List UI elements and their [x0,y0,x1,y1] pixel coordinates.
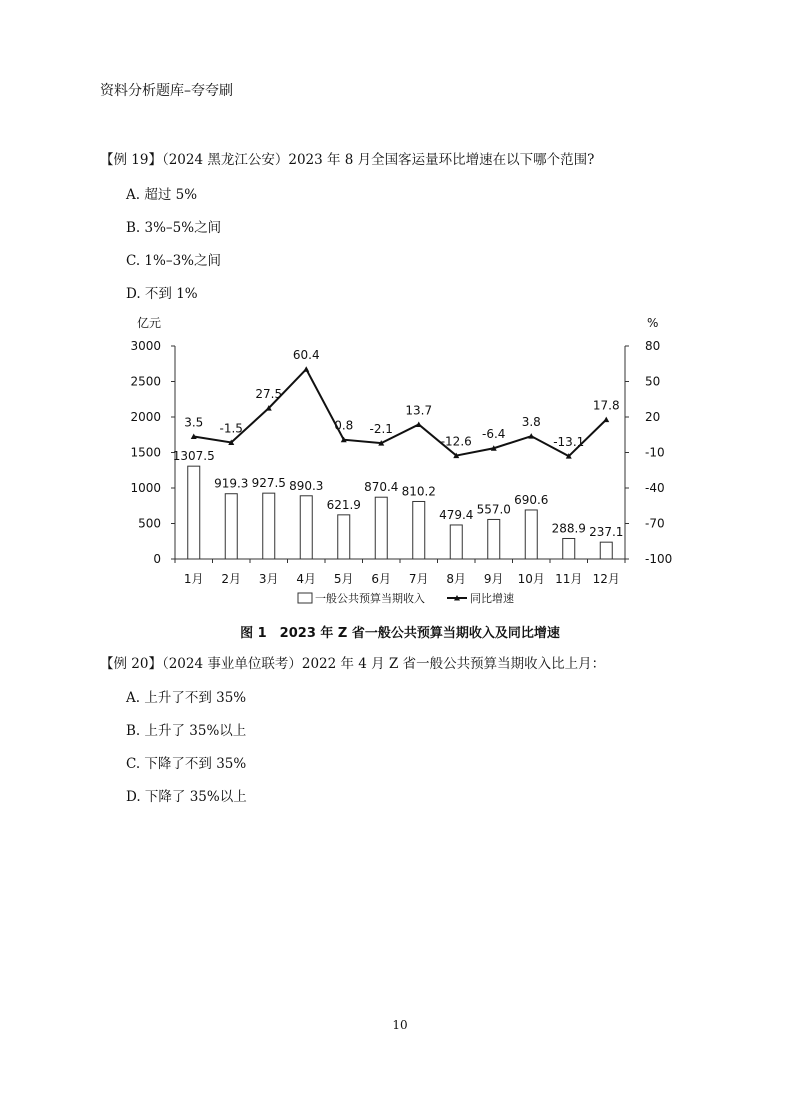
line-data-label: -1.5 [219,421,243,436]
line-data-label: 0.8 [334,418,354,433]
bar-data-label: 690.6 [514,492,549,507]
line-data-label: 3.5 [184,415,204,430]
bar-data-label: 919.3 [214,476,249,491]
q20-option-b[interactable]: B. 上升了 35%以上 [126,723,247,739]
line-data-label: -6.4 [482,427,506,442]
line-data-label: 17.8 [592,398,620,413]
bar [300,496,312,559]
bar [188,466,200,559]
q19-option-c[interactable]: C. 1%–3%之间 [126,253,222,269]
right-tick-label: -10 [645,445,665,460]
legend-line-label: 同比增速 [470,592,514,605]
bar [338,515,350,559]
bar-data-label: 557.0 [476,502,511,517]
bar-data-label: 479.4 [439,507,474,522]
x-tick-label: 10月 [517,572,545,586]
left-tick-label: 2500 [130,374,161,389]
page-number: 10 [392,1018,408,1032]
x-tick-label: 2月 [221,572,242,586]
q20-option-d[interactable]: D. 下降了 35%以上 [126,789,247,805]
line-data-label: -13.1 [553,435,585,450]
x-tick-label: 1月 [183,572,204,586]
line-point [603,417,609,423]
line-data-label: -12.6 [440,434,472,449]
bar-data-label: 237.1 [589,525,624,540]
bar [375,497,387,559]
combo-chart [95,315,715,615]
bar [488,519,500,559]
bar [263,493,275,559]
right-tick-label: 20 [645,410,661,424]
page-header: 资料分析题库–夸夸刷 [100,83,233,99]
line-point [416,421,422,427]
bar-data-label: 927.5 [251,476,286,491]
bar [525,510,537,559]
legend-bar-swatch [298,593,312,603]
line-data-label: 3.8 [521,415,541,430]
left-tick-label: 500 [138,516,161,531]
right-tick-label: -40 [645,481,665,495]
left-tick-label: 3000 [130,339,161,353]
left-tick-label: 2000 [130,410,161,424]
chart-caption: 图 1 2023 年 Z 省一般公共预算当期收入及同比增速 [240,626,560,641]
legend-bar-label: 一般公共预算当期收入 [315,592,425,605]
growth-line [194,369,607,456]
q20-option-a[interactable]: A. 上升了不到 35% [126,690,247,706]
right-axis-unit: % [647,316,659,330]
right-tick-label: -70 [645,516,665,531]
x-tick-label: 9月 [483,572,504,586]
line-data-label: 27.5 [255,387,283,402]
q19-option-a[interactable]: A. 超过 5% [126,187,198,203]
x-tick-label: 8月 [446,572,467,586]
x-tick-label: 12月 [592,572,620,586]
x-tick-label: 4月 [296,572,317,586]
right-tick-label: 80 [645,339,661,353]
left-tick-label: 0 [153,552,161,566]
bar [225,494,237,559]
line-data-label: 60.4 [292,348,320,363]
x-tick-label: 3月 [258,572,279,586]
bar-data-label: 870.4 [364,480,399,495]
bar [450,525,462,559]
bar-data-label: 890.3 [289,478,324,493]
bar-data-label: 1307.5 [172,449,215,464]
bar [600,542,612,559]
question-20-text: 【例 20】（2024 事业单位联考）2022 年 4 月 Z 省一般公共预算当期收入比上月： [100,656,606,672]
line-data-label: 13.7 [405,403,433,418]
left-tick-label: 1500 [130,445,161,460]
x-tick-label: 6月 [371,572,392,586]
bar-data-label: 810.2 [401,484,436,499]
question-19-text: 【例 19】（2024 黑龙江公安）2023 年 8 月全国客运量环比增速在以下哪个范围? [100,152,595,168]
q19-option-b[interactable]: B. 3%–5%之间 [126,220,222,236]
x-tick-label: 7月 [408,572,429,586]
q19-option-d[interactable]: D. 不到 1% [126,286,198,302]
x-tick-label: 5月 [333,572,354,586]
bar-data-label: 621.9 [326,497,361,512]
line-data-label: -2.1 [369,422,393,437]
x-tick-label: 11月 [555,572,583,586]
bar [563,538,575,559]
bar [413,501,425,559]
right-tick-label: -100 [645,552,673,566]
left-axis-unit: 亿元 [137,316,162,330]
left-tick-label: 1000 [130,481,161,495]
bar-data-label: 288.9 [551,521,586,536]
q20-option-c[interactable]: C. 下降了不到 35% [126,756,247,772]
line-point [303,366,309,372]
right-tick-label: 50 [645,374,661,389]
